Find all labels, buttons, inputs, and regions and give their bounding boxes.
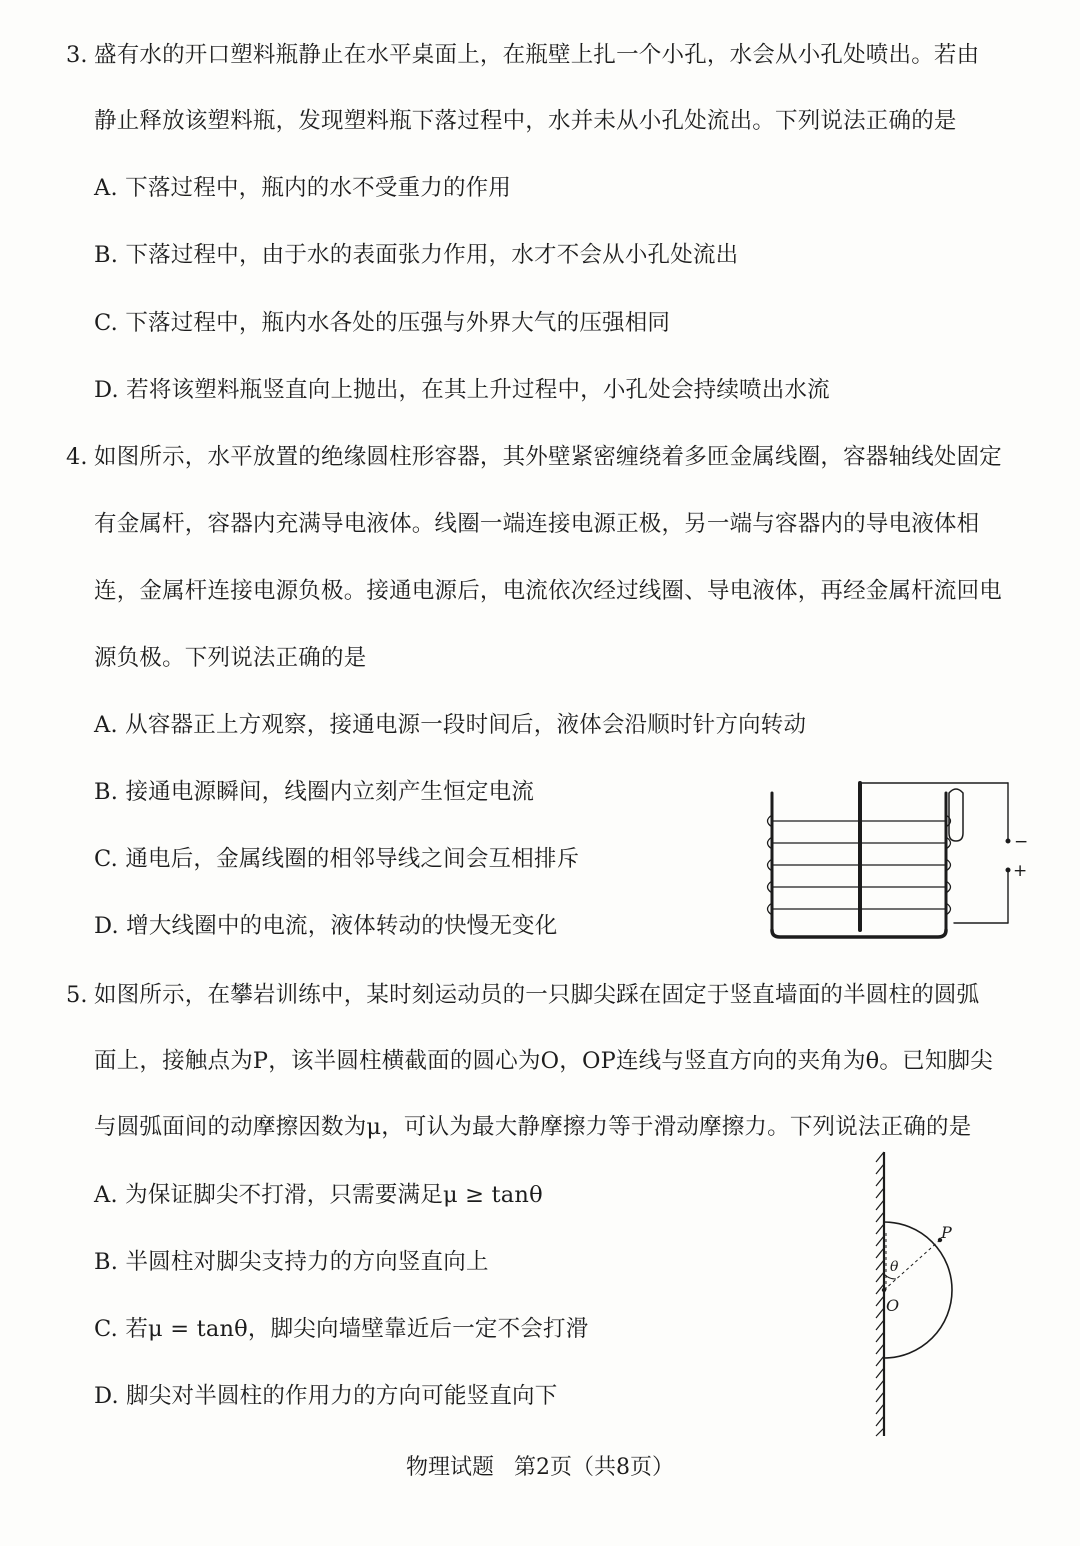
q3-number: 3. (66, 42, 88, 68)
label-p: P (941, 1223, 952, 1242)
q3-option-c: C. 下落过程中，瓶内水各处的压强与外界大气的压强相同 (94, 310, 671, 336)
footer-subject: 物理试题 (405, 1455, 494, 1480)
q5-number: 5. (66, 982, 88, 1008)
page-footer (0, 1453, 1080, 1483)
label-theta: θ (890, 1259, 899, 1275)
q3-option-d: D. 若将该塑料瓶竖直向上抛出，在其上升过程中，小孔处会持续喷出水流 (94, 377, 830, 403)
minus-label: − (1014, 832, 1029, 852)
q4-stem-line-4: 源负极。下列说法正确的是 (94, 645, 367, 671)
q4-stem-line-3: 连，金属杆连接电源负极。接通电源后，电流依次经过线圈、导电液体，再经金属杆流回电 (94, 578, 1003, 604)
center-o-dot (882, 1288, 886, 1292)
q5-option-c: C. 若μ = tanθ，脚尖向墙壁靠近后一定不会打滑 (94, 1316, 589, 1342)
q5-stem-line-1: 如图所示，在攀岩训练中，某时刻运动员的一只脚尖踩在固定于竖直墙面的半圆柱的圆弧 (94, 982, 980, 1008)
q4-option-b: B. 接通电源瞬间，线圈内立刻产生恒定电流 (94, 779, 535, 805)
q5-figure (860, 1150, 970, 1440)
q4-stem-line-2: 有金属杆，容器内充满导电液体。线圈一端连接电源正极，另一端与容器内的导电液体相 (94, 511, 980, 537)
q5-stem-line-2: 面上，接触点为P，该半圆柱横截面的圆心为O，OP连线与竖直方向的夹角为θ。已知脚尖 (94, 1048, 993, 1074)
plus-label: + (1013, 861, 1028, 881)
electrode-loop (949, 789, 963, 841)
q4-figure (750, 775, 1040, 945)
q4-number: 4. (66, 444, 88, 470)
q5-option-b: B. 半圆柱对脚尖支持力的方向竖直向上 (94, 1249, 489, 1275)
terminal-negative (1006, 839, 1010, 843)
q3-stem-line-2: 静止释放该塑料瓶，发现塑料瓶下落过程中，水并未从小孔处流出。下列说法正确的是 (94, 108, 957, 134)
terminal-positive (1006, 868, 1010, 872)
half-cylinder-arc (884, 1222, 952, 1358)
q5-option-d: D. 脚尖对半圆柱的作用力的方向可能竖直向下 (94, 1383, 558, 1409)
q3-option-b: B. 下落过程中，由于水的表面张力作用，水才不会从小孔处流出 (94, 242, 739, 268)
q4-stem-line-1: 如图所示，水平放置的绝缘圆柱形容器，其外壁紧密缠绕着多匝金属线圈，容器轴线处固定 (94, 444, 1003, 470)
q4-option-c: C. 通电后，金属线圈的相邻导线之间会互相排斥 (94, 846, 580, 872)
label-o: O (886, 1296, 900, 1315)
footer-page: 第2页（共8页） (514, 1455, 674, 1480)
wall-hatching (876, 1152, 884, 1436)
q3-stem-line-1: 盛有水的开口塑料瓶静止在水平桌面上，在瓶壁上扎一个小孔，水会从小孔处喷出。若由 (94, 42, 980, 68)
q5-stem-line-3: 与圆弧面间的动摩擦因数为μ，可认为最大静摩擦力等于滑动摩擦力。下列说法正确的是 (94, 1114, 972, 1140)
q4-option-d: D. 增大线圈中的电流，液体转动的快慢无变化 (94, 913, 558, 939)
q5-option-a: A. 为保证脚尖不打滑，只需要满足μ ≥ tanθ (94, 1182, 543, 1208)
q3-option-a: A. 下落过程中，瓶内的水不受重力的作用 (94, 175, 512, 201)
q4-option-a: A. 从容器正上方观察，接通电源一段时间后，液体会沿顺时针方向转动 (94, 712, 807, 738)
